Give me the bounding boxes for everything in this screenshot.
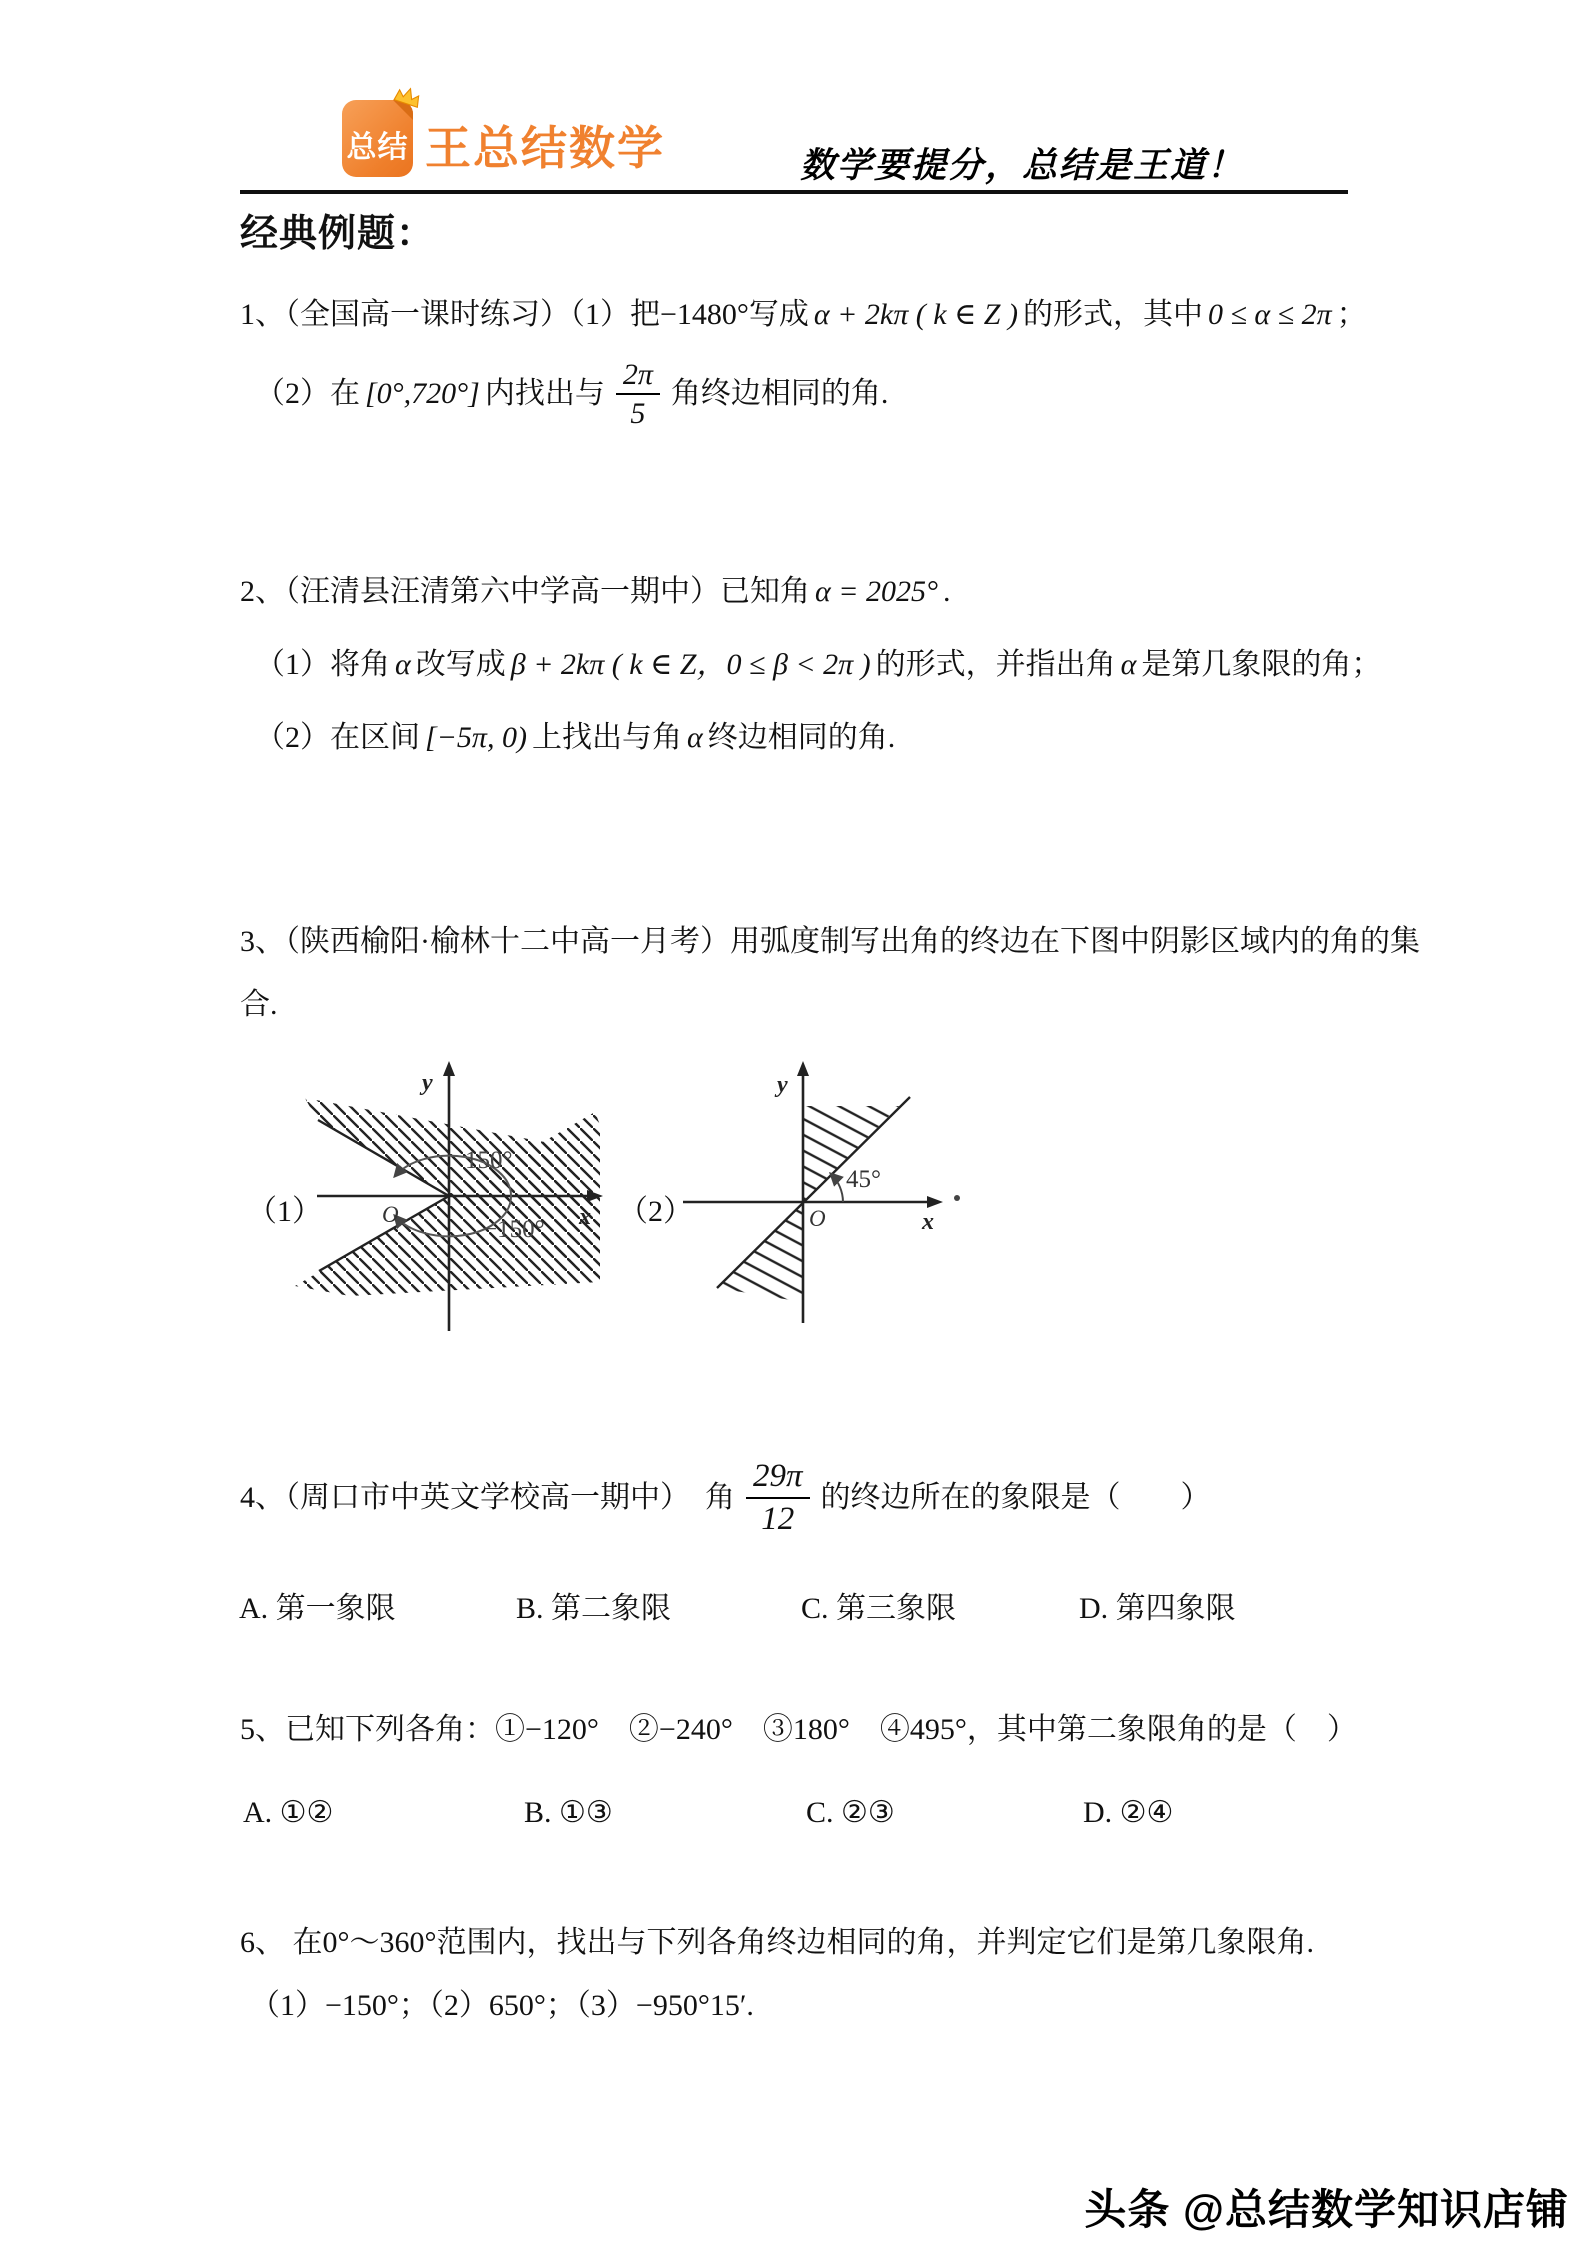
brand-name: 王总结数学: [425, 122, 665, 174]
problem-3-line-2: 合.: [240, 988, 278, 1021]
origin-label: O: [809, 1206, 826, 1231]
x-axis-label: x: [579, 1204, 591, 1230]
p1-text-6: 角终边相同的角.: [670, 377, 889, 410]
section-title: 经典例题：: [240, 213, 436, 255]
p1-formula-1: α + 2kπ ( k ∈ Z ): [813, 298, 1018, 331]
problem-1-line-1: [240, 297, 1367, 333]
p2-text-3: （1）将角: [255, 648, 390, 681]
figure-1-label: （1）: [247, 1195, 322, 1228]
fraction-numerator: 2π: [616, 359, 660, 396]
p4-option-b: B. 第二象限: [516, 1592, 672, 1625]
p2-text-5: 的形式，并指出角: [875, 648, 1116, 681]
p5-option-c: C. ②③: [806, 1796, 895, 1829]
p2-text-4: 改写成: [415, 648, 506, 681]
x-axis-arrow: [927, 1196, 943, 1208]
p1-text-3: ；: [1336, 298, 1367, 331]
problem-6-line-2: （1）−150°；（2）650°；（3）−950°15′.: [250, 1989, 754, 2022]
p2-formula-2: β + 2kπ ( k ∈ Z，0 ≤ β < 2π ): [510, 648, 871, 681]
p4-text-1: 4、（周口市中英文学校高一期中） 角: [240, 1481, 735, 1514]
p1-interval: [0°,720°]: [365, 377, 480, 410]
problem-2-line-1: [240, 574, 951, 610]
fraction-denominator: 5: [630, 397, 646, 430]
fraction-2pi-over-5: [611, 359, 665, 430]
angle-label-minus150: −150°: [483, 1216, 545, 1243]
logo-badge-text: 总结: [346, 130, 409, 164]
problem-3-line-1: 3、（陕西榆阳·榆林十二中高一月考）用弧度制写出角的终边在下图中阴影区域内的角的集: [240, 925, 1420, 958]
p2-text-9: 终边相同的角.: [707, 721, 896, 754]
p2-text-6: 是第几象限的角；: [1141, 648, 1382, 681]
p1-text-4: （2）在: [255, 377, 360, 410]
angle-label-150: 150°: [465, 1147, 513, 1174]
p2-text-7: （2）在区间: [255, 721, 420, 754]
problem-5-line: 5、已知下列各角：①−120° ②−240° ③180° ④495°，其中第二象限角的是（ ）: [240, 1713, 1357, 1746]
figure-1-shaded-region-diagram: [255, 1050, 605, 1340]
p4-option-c: C. 第三象限: [801, 1592, 957, 1625]
footer-watermark: 头条 @总结数学知识店铺: [1084, 2186, 1569, 2233]
fraction-29pi-over-12: [741, 1459, 815, 1536]
figure-2-label: （2）: [618, 1195, 693, 1228]
p5-option-d: D. ②④: [1083, 1796, 1174, 1829]
p4-text-2: 的终边所在的象限是（ ）: [820, 1481, 1211, 1514]
p1-text-2: 的形式，其中: [1022, 298, 1203, 331]
problem-2-line-3: [255, 720, 895, 756]
logo-badge-icon: [342, 100, 413, 177]
origin-label: O: [382, 1202, 399, 1227]
header-divider: [240, 190, 1348, 194]
problem-4-line: [240, 1442, 1211, 1554]
p2-alpha-2: α: [1120, 648, 1137, 681]
p5-option-a: A. ①②: [243, 1796, 334, 1829]
p2-text-2: .: [943, 575, 951, 608]
brand-slogan: 数学要提分，总结是王道！: [800, 146, 1245, 185]
y-axis-arrow: [797, 1061, 809, 1076]
angle-label-45: 45°: [846, 1166, 881, 1193]
p1-text-5: 内找出与: [484, 377, 605, 410]
problem-1-line-2: [255, 350, 888, 438]
p2-alpha-3: α: [686, 721, 703, 754]
p2-interval: [−5π, 0): [425, 721, 527, 754]
problem-6-line-1: 6、 在0°～360°范围内，找出与下列各角终边相同的角，并判定它们是第几象限角.: [240, 1926, 1314, 1959]
x-axis-label: x: [922, 1209, 934, 1235]
p4-option-a: A. 第一象限: [239, 1592, 396, 1625]
fraction-numerator: 29π: [746, 1459, 810, 1499]
y-axis-arrow: [443, 1061, 455, 1076]
y-axis-label: y: [422, 1070, 433, 1096]
fraction-denominator: 12: [761, 1501, 795, 1537]
p4-option-d: D. 第四象限: [1079, 1592, 1236, 1625]
p2-formula-1: α = 2025°: [815, 575, 938, 608]
p1-text-1: 1、（全国高一课时练习）（1）把−1480°写成: [240, 298, 809, 331]
figure-2-shaded-region-diagram: [640, 1040, 970, 1335]
period-dot: [954, 1195, 960, 1201]
problem-2-line-2: [255, 647, 1381, 683]
p2-alpha-1: α: [395, 648, 411, 681]
p5-option-b: B. ①③: [524, 1796, 613, 1829]
p2-text-1: 2、（汪清县汪清第六中学高一期中）已知角: [240, 575, 810, 608]
p1-formula-2: 0 ≤ α ≤ 2π: [1207, 298, 1332, 331]
p2-text-8: 上找出与角: [531, 721, 682, 754]
y-axis-label: y: [777, 1072, 788, 1098]
arc-45deg: [831, 1174, 843, 1202]
